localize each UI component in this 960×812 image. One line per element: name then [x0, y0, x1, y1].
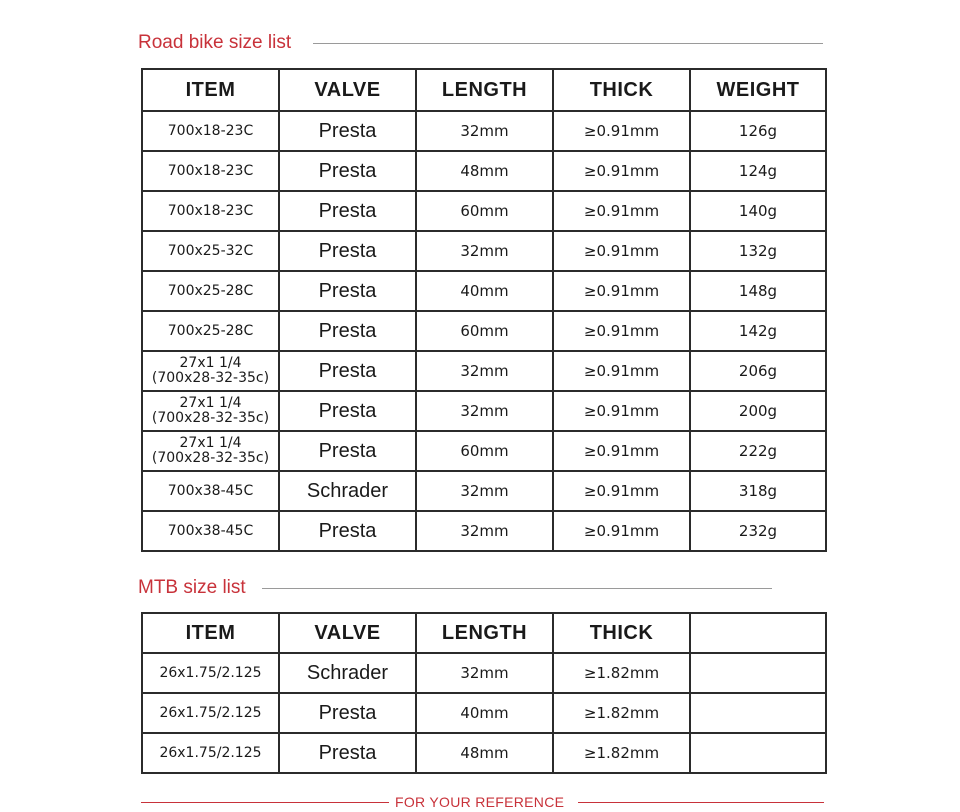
item-line: (700x28-32-35c)	[151, 370, 270, 386]
header-length: LENGTH	[416, 613, 553, 653]
thick-cell: ≥1.82mm	[553, 653, 690, 693]
thick-cell: ≥1.82mm	[553, 693, 690, 733]
item-line: 27x1 1/4	[179, 435, 242, 451]
thick-cell: ≥0.91mm	[553, 431, 690, 471]
valve-cell: Presta	[279, 693, 416, 733]
valve-cell: Presta	[279, 311, 416, 351]
road-title-rule	[313, 43, 823, 44]
item-cell	[142, 391, 279, 431]
thick-cell: ≥0.91mm	[553, 111, 690, 151]
weight-cell: 200g	[690, 391, 826, 431]
road-header-row	[142, 69, 826, 111]
item-cell	[142, 191, 279, 231]
weight-cell	[690, 733, 826, 773]
table-row	[142, 653, 826, 693]
valve-cell: Presta	[279, 191, 416, 231]
valve-cell: Presta	[279, 431, 416, 471]
weight-cell: 222g	[690, 431, 826, 471]
weight-cell: 132g	[690, 231, 826, 271]
valve-cell: Presta	[279, 231, 416, 271]
length-cell: 32mm	[416, 351, 553, 391]
table-row	[142, 391, 826, 431]
item-line: 700x38-45C	[167, 482, 254, 499]
thick-cell: ≥0.91mm	[553, 391, 690, 431]
thick-cell: ≥1.82mm	[553, 733, 690, 773]
table-row	[142, 151, 826, 191]
valve-cell: Presta	[279, 733, 416, 773]
item-cell	[142, 733, 279, 773]
table-row	[142, 431, 826, 471]
weight-cell: 318g	[690, 471, 826, 511]
item-cell	[142, 431, 279, 471]
weight-cell: 142g	[690, 311, 826, 351]
thick-cell: ≥0.91mm	[553, 231, 690, 271]
item-cell	[142, 111, 279, 151]
mtb-section-title: MTB size list	[138, 577, 246, 598]
table-row	[142, 311, 826, 351]
length-cell: 32mm	[416, 653, 553, 693]
item-line: 700x38-45C	[167, 522, 254, 539]
item-cell	[142, 231, 279, 271]
header-weight: WEIGHT	[690, 69, 826, 111]
length-cell: 60mm	[416, 191, 553, 231]
item-cell	[142, 311, 279, 351]
item-cell	[142, 653, 279, 693]
valve-cell: Presta	[279, 111, 416, 151]
weight-cell: 126g	[690, 111, 826, 151]
road-size-table	[141, 68, 827, 552]
item-cell	[142, 351, 279, 391]
weight-cell: 232g	[690, 511, 826, 551]
weight-cell	[690, 653, 826, 693]
valve-cell: Presta	[279, 391, 416, 431]
length-cell: 48mm	[416, 733, 553, 773]
item-line: 700x18-23C	[167, 122, 254, 139]
footer-rule-right	[578, 802, 824, 803]
thick-cell: ≥0.91mm	[553, 351, 690, 391]
footer-reference-text: FOR YOUR REFERENCE	[395, 794, 565, 810]
header-valve: VALVE	[279, 613, 416, 653]
item-line: 700x25-28C	[167, 322, 254, 339]
length-cell: 32mm	[416, 231, 553, 271]
table-row	[142, 111, 826, 151]
length-cell: 60mm	[416, 431, 553, 471]
table-row	[142, 231, 826, 271]
header-empty	[690, 613, 826, 653]
header-thick: THICK	[553, 69, 690, 111]
valve-cell: Presta	[279, 351, 416, 391]
thick-cell: ≥0.91mm	[553, 191, 690, 231]
thick-cell: ≥0.91mm	[553, 471, 690, 511]
valve-cell: Schrader	[279, 471, 416, 511]
item-line: 700x25-32C	[167, 242, 254, 259]
weight-cell	[690, 693, 826, 733]
mtb-header-row	[142, 613, 826, 653]
thick-cell: ≥0.91mm	[553, 151, 690, 191]
header-item: ITEM	[142, 613, 279, 653]
table-row	[142, 471, 826, 511]
item-line: 700x18-23C	[167, 202, 254, 219]
item-line: 27x1 1/4	[179, 355, 242, 371]
item-cell	[142, 511, 279, 551]
weight-cell: 206g	[690, 351, 826, 391]
table-row	[142, 693, 826, 733]
table-row	[142, 511, 826, 551]
mtb-size-table	[141, 612, 827, 774]
valve-cell: Presta	[279, 511, 416, 551]
length-cell: 48mm	[416, 151, 553, 191]
weight-cell: 148g	[690, 271, 826, 311]
header-valve: VALVE	[279, 69, 416, 111]
weight-cell: 140g	[690, 191, 826, 231]
item-cell	[142, 471, 279, 511]
item-cell	[142, 271, 279, 311]
length-cell: 40mm	[416, 693, 553, 733]
weight-cell: 124g	[690, 151, 826, 191]
valve-cell: Schrader	[279, 653, 416, 693]
footer-rule-left	[141, 802, 389, 803]
length-cell: 32mm	[416, 111, 553, 151]
table-row	[142, 271, 826, 311]
item-line: 26x1.75/2.125	[159, 704, 262, 721]
table-row	[142, 351, 826, 391]
length-cell: 32mm	[416, 391, 553, 431]
item-cell	[142, 151, 279, 191]
length-cell: 32mm	[416, 471, 553, 511]
mtb-title-rule	[262, 588, 772, 589]
item-line: 700x25-28C	[167, 282, 254, 299]
item-line: 26x1.75/2.125	[159, 744, 262, 761]
item-line: 700x18-23C	[167, 162, 254, 179]
item-line: 26x1.75/2.125	[159, 664, 262, 681]
length-cell: 60mm	[416, 311, 553, 351]
item-line: 27x1 1/4	[179, 395, 242, 411]
valve-cell: Presta	[279, 151, 416, 191]
road-section-title: Road bike size list	[138, 32, 292, 53]
thick-cell: ≥0.91mm	[553, 511, 690, 551]
item-cell	[142, 693, 279, 733]
header-thick: THICK	[553, 613, 690, 653]
item-line: (700x28-32-35c)	[151, 450, 270, 466]
thick-cell: ≥0.91mm	[553, 271, 690, 311]
table-row	[142, 191, 826, 231]
item-line: (700x28-32-35c)	[151, 410, 270, 426]
length-cell: 32mm	[416, 511, 553, 551]
header-item: ITEM	[142, 69, 279, 111]
header-length: LENGTH	[416, 69, 553, 111]
table-row	[142, 733, 826, 773]
length-cell: 40mm	[416, 271, 553, 311]
thick-cell: ≥0.91mm	[553, 311, 690, 351]
valve-cell: Presta	[279, 271, 416, 311]
